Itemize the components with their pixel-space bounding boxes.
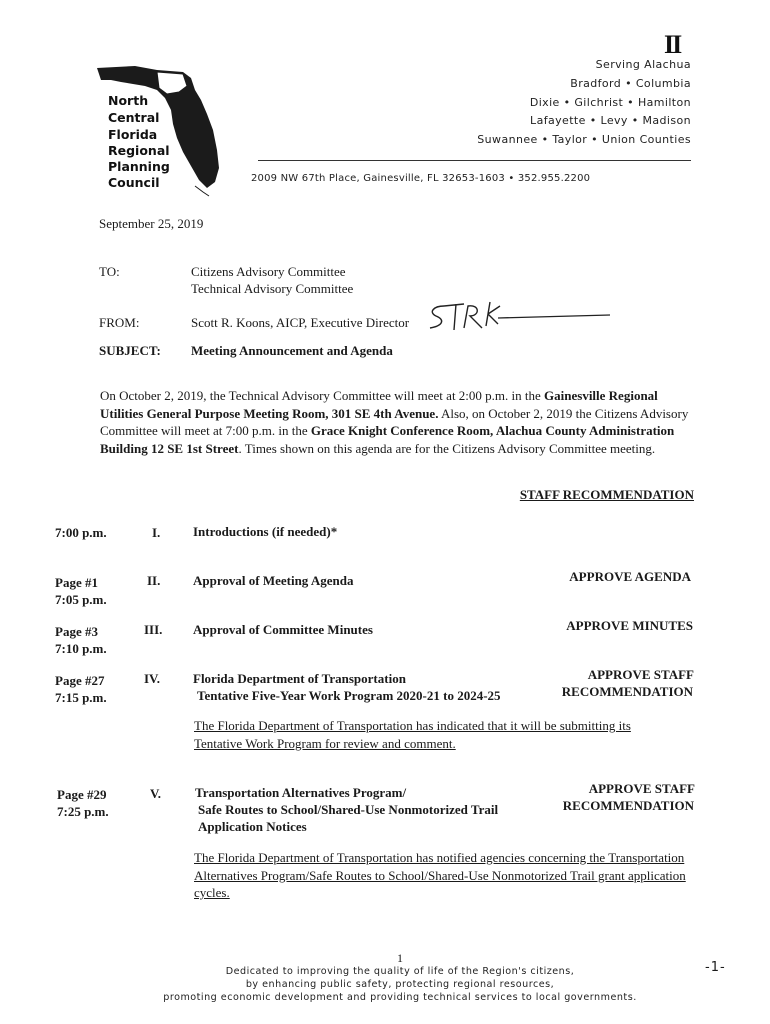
subject-value: Meeting Announcement and Agenda — [191, 343, 393, 358]
council-emblem: II — [664, 30, 681, 59]
agenda-title: Approval of Meeting Agenda — [193, 573, 354, 588]
agenda-time: 7:15 p.m. — [55, 690, 107, 705]
agenda-time: 7:25 p.m. — [57, 804, 109, 819]
agenda-number: II. — [147, 573, 161, 588]
from-label: FROM: — [99, 315, 140, 330]
page-marker: -1- — [705, 960, 726, 975]
agenda-recommendation-line-2: RECOMMENDATION — [562, 798, 694, 813]
agenda-number: III. — [144, 622, 163, 637]
agenda-title-line-2: Tentative Five-Year Work Program 2020-21 to 2024-25 — [197, 688, 501, 703]
to-label: TO: — [99, 264, 120, 279]
org-name-line-3: Florida — [108, 127, 158, 142]
serving-line-3: Dixie • Gilchrist • Hamilton — [529, 96, 691, 109]
agenda-title-line-3: Application Notices — [198, 819, 307, 834]
footer-mission-line-2: by enhancing public safety, protecting regional resources, — [245, 979, 555, 990]
staff-recommendation-header: STAFF RECOMMENDATION — [519, 487, 694, 502]
agenda-item-note: The Florida Department of Transportation has notified agencies concerning the Transportation Alternatives Program/Safe Routes to School/Shared-Use Nonmotorized Trail grant application cycles. — [194, 850, 686, 900]
memo-date: September 25, 2019 — [99, 216, 204, 231]
org-name-line-4: Regional — [108, 143, 170, 158]
agenda-title: Transportation Alternatives Program/ — [195, 785, 407, 800]
to-recipient-1: Citizens Advisory Committee — [191, 264, 346, 279]
agenda-time: 7:00 p.m. — [55, 525, 107, 540]
agenda-time: 7:05 p.m. — [55, 592, 107, 607]
agenda-title-line-2: Safe Routes to School/Shared-Use Nonmotorized Trail — [198, 802, 499, 817]
council-address: 2009 NW 67th Place, Gainesville, FL 32653-1603 • 352.955.2200 — [251, 173, 591, 184]
agenda-number: I. — [152, 525, 161, 540]
agenda-page-ref: Page #3 — [55, 624, 98, 639]
agenda-recommendation: APPROVE AGENDA — [569, 569, 691, 584]
serving-line-5: Suwannee • Taylor • Union Counties — [477, 133, 691, 146]
agenda-recommendation: APPROVE STAFF — [587, 667, 694, 682]
agenda-title: Florida Department of Transportation — [193, 671, 406, 686]
org-name-line-5: Planning — [108, 159, 170, 174]
letterhead-divider — [258, 160, 691, 161]
page-number: 1 — [397, 951, 403, 965]
agenda-recommendation: APPROVE MINUTES — [566, 618, 693, 633]
org-name-line-1: North — [108, 93, 149, 108]
agenda-page-ref: Page #27 — [55, 673, 105, 688]
footer-mission-line-3: promoting economic development and providing technical services to local governments. — [163, 992, 637, 1003]
org-name-line-2: Central — [108, 110, 160, 125]
meeting-announcement-paragraph: On October 2, 2019, the Technical Advisory Committee will meet at 2:00 p.m. in the Gainesville Regional Utilities General Purpose Meeting Room, 301 SE 4th Avenue. Also, on October 2, 2019 the Citizens Advisory Committee will meet at 7:00 p.m. in the Grace Knight Conference Room, Alachua County Administration Building 12 SE 1st Street. Times shown on this agenda are for the Citizens Advisory Committee meeting. — [100, 388, 689, 456]
agenda-title: Introductions (if needed)* — [193, 524, 338, 539]
agenda-number: V. — [150, 786, 161, 801]
agenda-page-ref: Page #29 — [57, 787, 107, 802]
serving-line-2: Bradford • Columbia — [570, 77, 691, 90]
footer-mission-line-1: Dedicated to improving the quality of life of the Region's citizens, — [225, 966, 575, 977]
from-value: Scott R. Koons, AICP, Executive Director — [191, 315, 410, 330]
serving-line-1: Serving Alachua — [595, 58, 691, 71]
agenda-page-ref: Page #1 — [55, 575, 98, 590]
to-recipient-2: Technical Advisory Committee — [191, 281, 354, 296]
agenda-time: 7:10 p.m. — [55, 641, 107, 656]
signature-initials — [424, 298, 614, 338]
serving-line-4: Lafayette • Levy • Madison — [530, 114, 691, 127]
agenda-recommendation: APPROVE STAFF — [588, 781, 695, 796]
agenda-recommendation-line-2: RECOMMENDATION — [561, 684, 693, 699]
agenda-number: IV. — [144, 671, 161, 686]
agenda-title: Approval of Committee Minutes — [193, 622, 373, 637]
agenda-item-note: The Florida Department of Transportation has indicated that it will be submitting its Tentative Work Program for review and comment. — [194, 718, 631, 751]
subject-label: SUBJECT: — [99, 343, 161, 358]
org-name-line-6: Council — [108, 175, 160, 190]
